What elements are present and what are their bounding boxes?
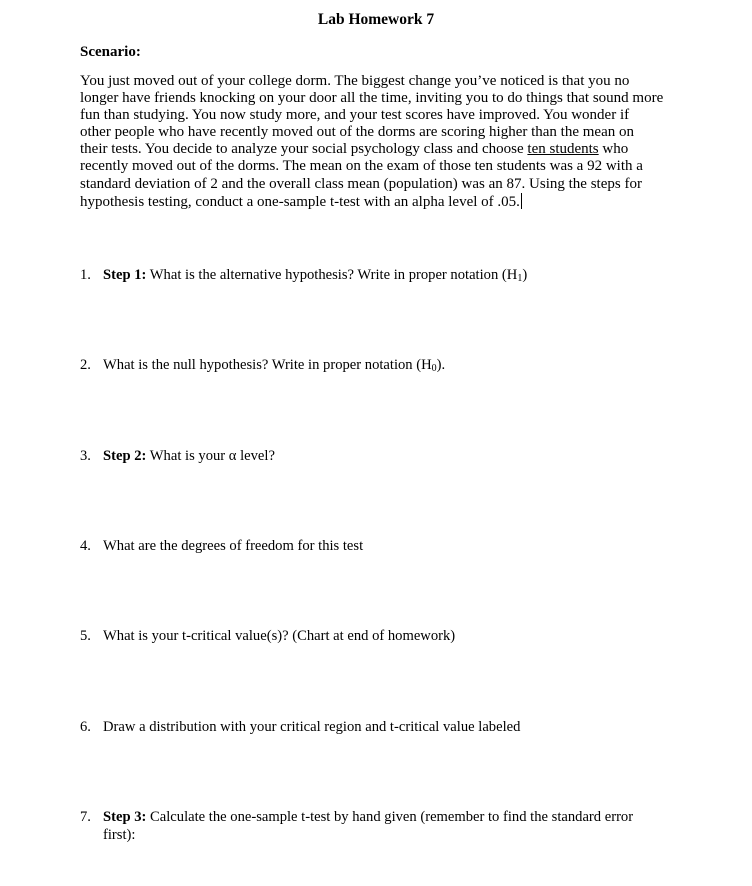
- scenario-line: fun than studying. You now study more, and your test scores have improved. You wonder if: [80, 107, 630, 124]
- scenario-line: recently moved out of the dorms. The mean on the exam of those ten students was a 92 with a: [80, 158, 643, 175]
- question-6: [80, 718, 720, 736]
- question-3: [80, 447, 720, 465]
- underlined-phrase: ten students: [527, 141, 599, 158]
- question-body: What are the degrees of freedom for this test: [103, 538, 364, 554]
- question-number: 2.: [80, 357, 91, 373]
- question-7: [80, 808, 720, 844]
- question-body: What is your t-critical value(s)? (Chart at end of homework): [103, 628, 456, 644]
- scenario-line: longer have friends knocking on your door all the time, inviting you to do things that sound more: [80, 90, 664, 107]
- question-number: 7.: [80, 809, 91, 825]
- text-cursor: [521, 193, 522, 209]
- question-body: What is your α level?: [146, 448, 275, 464]
- question-text: [103, 718, 720, 736]
- question-1: [80, 266, 720, 288]
- scenario-line-text: hypothesis testing, conduct a one-sample t-test with an alpha level of .05.: [80, 193, 520, 210]
- step-label: Step 2:: [103, 448, 147, 464]
- question-tail: ).: [436, 357, 446, 373]
- question-body: Draw a distribution with your critical region and t-critical value labeled: [103, 719, 521, 735]
- question-number: 4.: [80, 538, 91, 554]
- scenario-line: [80, 141, 705, 158]
- subscript: 1: [517, 273, 523, 284]
- question-number: 1.: [80, 267, 91, 283]
- question-text: [103, 808, 720, 844]
- scenario-paragraph: [80, 73, 705, 211]
- scenario-line: [80, 193, 705, 211]
- question-body: What is the null hypothesis? Write in proper notation (H: [103, 357, 432, 373]
- question-text: [103, 356, 720, 378]
- question-text: [103, 627, 720, 645]
- scenario-line-text: their tests. You decide to analyze your social psychology class and choose: [80, 141, 528, 158]
- document-title: Lab Homework 7: [317, 11, 435, 28]
- scenario-line-text: who: [598, 141, 629, 158]
- question-number: 3.: [80, 448, 91, 464]
- question-tail: ): [522, 267, 528, 283]
- question-number: 6.: [80, 719, 91, 735]
- question-body-continued: first):: [103, 827, 136, 843]
- question-body: What is the alternative hypothesis? Write in proper notation (H: [146, 267, 518, 283]
- question-text: [103, 447, 720, 465]
- question-body: Calculate the one-sample t-test by hand given (remember to find the standard error: [146, 809, 634, 825]
- question-text: [103, 266, 720, 288]
- subscript: 0: [431, 363, 437, 374]
- question-2: [80, 356, 720, 378]
- scenario-line: You just moved out of your college dorm. The biggest change you’ve noticed is that you no: [80, 73, 630, 89]
- step-label: Step 1:: [103, 267, 147, 283]
- question-number: 5.: [80, 628, 91, 644]
- question-text: [103, 537, 720, 555]
- question-4: [80, 537, 720, 555]
- question-5: [80, 627, 720, 645]
- scenario-line: other people who have recently moved out of the dorms are scoring higher than the mean on: [80, 124, 634, 141]
- step-label: Step 3:: [103, 809, 147, 825]
- scenario-heading: Scenario:: [80, 44, 141, 60]
- scenario-line: standard deviation of 2 and the overall class mean (population) was an 87. Using the steps for: [80, 175, 642, 192]
